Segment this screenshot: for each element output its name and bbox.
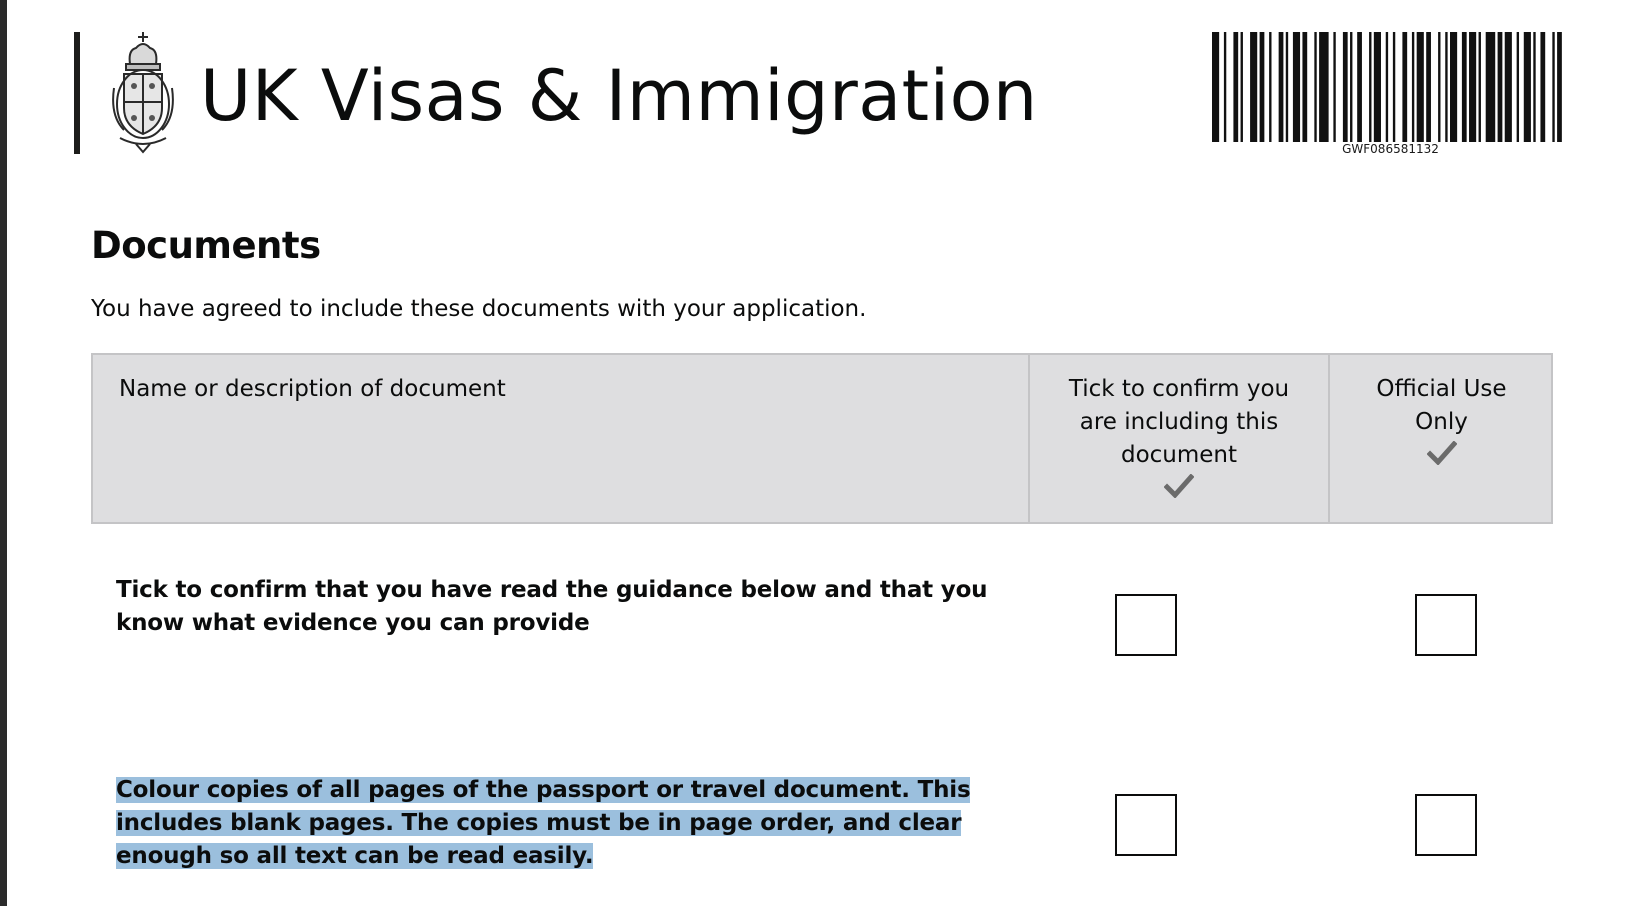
document-row-description: Tick to confirm that you have read the guidance below and that you know what evidence you can provide — [116, 577, 988, 636]
column-header-name — [93, 355, 1030, 522]
barcode-icon — [1212, 32, 1569, 142]
selected-text-highlight: Colour copies of all pages of the passport or travel document. This includes blank pages. The copies must be in page order, and clear enough so all text can be read easily. — [116, 777, 971, 869]
agency-title: UK Visas & Immigration — [200, 55, 1038, 137]
intro-text: You have agreed to include these documents with your application. — [91, 296, 867, 322]
document-row-description — [116, 774, 996, 873]
column-header-confirm-label: Tick to confirm you are including this document — [1068, 376, 1290, 468]
column-header-official — [1330, 355, 1553, 522]
documents-table-header — [91, 353, 1553, 524]
tick-icon — [1427, 441, 1457, 465]
section-heading: Documents — [91, 224, 321, 267]
confirm-checkbox[interactable] — [1115, 794, 1177, 856]
barcode-number: GWF086581132 — [1342, 142, 1439, 156]
column-header-name-label: Name or description of document — [119, 376, 506, 402]
tick-icon — [1164, 474, 1194, 498]
official-use-checkbox[interactable] — [1415, 794, 1477, 856]
column-header-confirm — [1030, 355, 1330, 522]
official-use-checkbox[interactable] — [1415, 594, 1477, 656]
royal-crest-icon — [106, 30, 180, 154]
brand-bar — [74, 32, 80, 154]
column-header-official-label: Official Use Only — [1376, 376, 1507, 435]
confirm-checkbox[interactable] — [1115, 594, 1177, 656]
window-edge — [0, 0, 7, 906]
